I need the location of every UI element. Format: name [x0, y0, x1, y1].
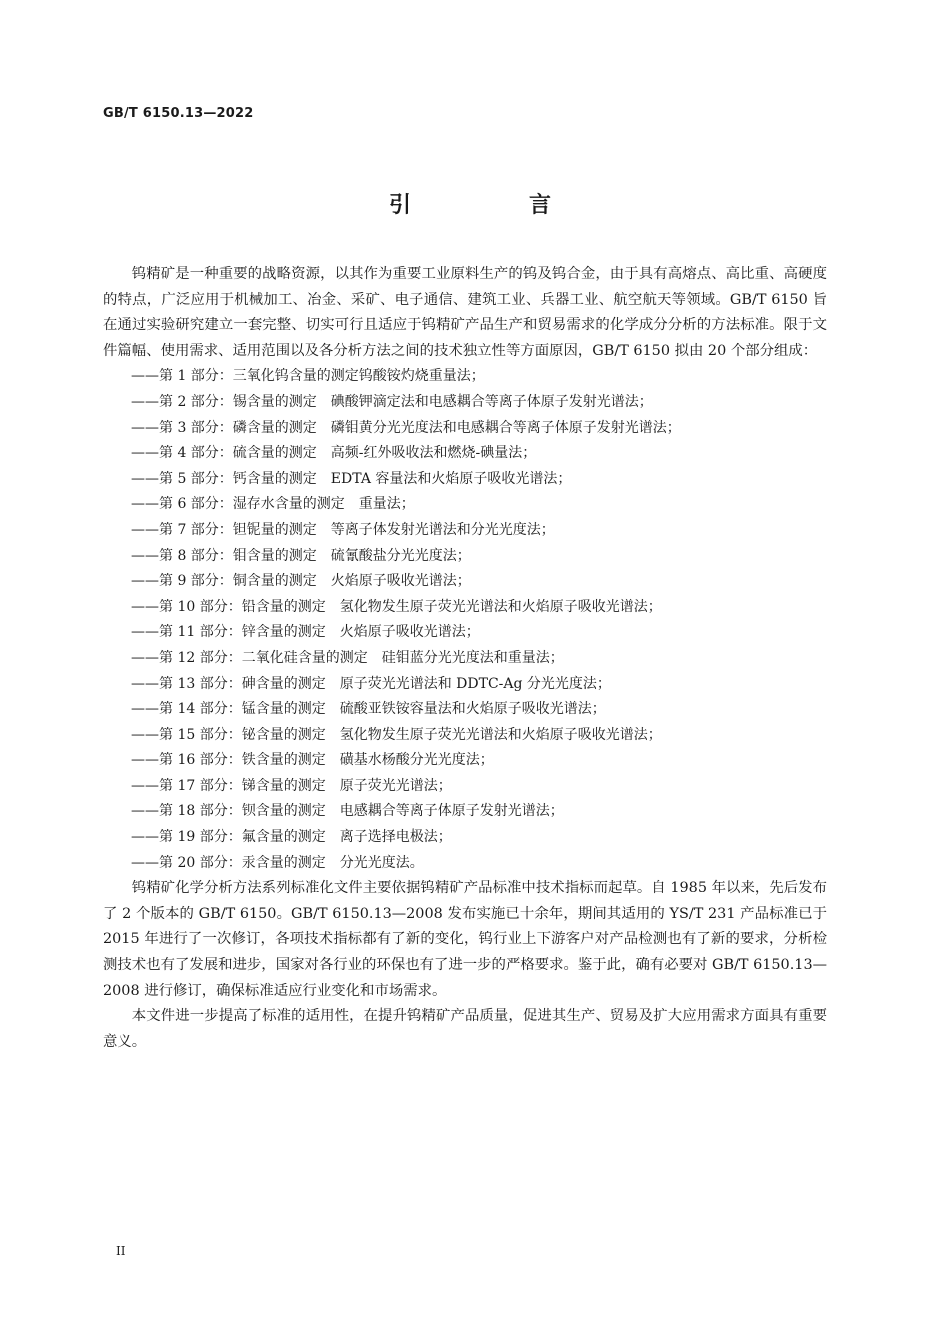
- list-item: ——第 3 部分：磷含量的测定 磷钼黄分光光度法和电感耦合等离子体原子发射光谱法；: [131, 419, 681, 436]
- list-item: ——第 15 部分：铋含量的测定 氢化物发生原子荧光光谱法和火焰原子吸收光谱法；: [131, 726, 662, 743]
- document-body: [103, 262, 827, 1055]
- list-item: ——第 4 部分：硫含量的测定 高频-红外吸收法和燃烧-碘量法；: [131, 445, 537, 462]
- list-item: ——第 2 部分：锡含量的测定 碘酸钾滴定法和电感耦合等离子体原子发射光谱法；: [131, 393, 653, 410]
- list-item: ——第 18 部分：钡含量的测定 电感耦合等离子体原子发射光谱法；: [131, 803, 564, 820]
- list-item: ——第 16 部分：铁含量的测定 磺基水杨酸分光光度法；: [131, 752, 494, 769]
- revision-background-paragraph: 钨精矿化学分析方法系列标准化文件主要依据钨精矿产品标准中技术指标而起草。自 1985 年以来，先后发布了 2 个版本的 GB/T 6150。GB/T 6150.13—2008 发布实施已十余年，期间其适用的 YS/T 231 产品标准已于 2015 年进行了一次修订，各项技术指标都有了新的变化，钨行业上下游客户对产品检测也有了新的要求，分析检测技术也有了发展和进步，国家对各行业的环保也有了进一步的严格要求。鉴于此，确有必要对 GB/T 6150.13—2008 进行修订，确保标准适应行业变化和市场需求。: [103, 880, 827, 999]
- list-item: ——第 11 部分：锌含量的测定 火焰原子吸收光谱法；: [131, 624, 480, 641]
- list-item: ——第 17 部分：锑含量的测定 原子荧光光谱法；: [131, 777, 452, 794]
- list-item: ——第 5 部分：钙含量的测定 EDTA 容量法和火焰原子吸收光谱法；: [131, 470, 572, 487]
- list-item: ——第 19 部分：氟含量的测定 离子选择电极法；: [131, 829, 452, 846]
- parts-list: [103, 364, 827, 876]
- list-item: ——第 10 部分：铅含量的测定 氢化物发生原子荧光光谱法和火焰原子吸收光谱法；: [131, 598, 662, 615]
- list-item: ——第 9 部分：铜含量的测定 火焰原子吸收光谱法；: [131, 573, 471, 590]
- list-item: ——第 6 部分：湿存水含量的测定 重量法；: [131, 496, 415, 513]
- list-item: ——第 14 部分：锰含量的测定 硫酸亚铁铵容量法和火焰原子吸收光谱法；: [131, 701, 606, 718]
- list-item: ——第 12 部分：二氧化硅含量的测定 硅钼蓝分光光度法和重量法；: [131, 649, 564, 666]
- intro-paragraph: 钨精矿是一种重要的战略资源，以其作为重要工业原料生产的钨及钨合金，由于具有高熔点、高比重、高硬度的特点，广泛应用于机械加工、冶金、采矿、电子通信、建筑工业、兵器工业、航空航天等领域。GB/T 6150 旨在通过实验研究建立一套完整、切实可行且适应于钨精矿产品生产和贸易需求的化学成分分析的方法标准。限于文件篇幅、使用需求、适用范围以及各分析方法之间的技术独立性等方面原因，GB/T 6150 拟由 20 个部分组成：: [103, 266, 827, 359]
- list-item: ——第 13 部分：砷含量的测定 原子荧光光谱法和 DDTC-Ag 分光光度法；: [131, 675, 611, 692]
- section-title-text: 引 言: [388, 193, 599, 218]
- list-item: ——第 1 部分：三氧化钨含量的测定钨酸铵灼烧重量法；: [131, 368, 485, 385]
- significance-paragraph: 本文件进一步提高了标准的适用性，在提升钨精矿产品质量，促进其生产、贸易及扩大应用需求方面具有重要意义。: [103, 1008, 827, 1050]
- document-code: GB/T 6150.13—2022: [103, 106, 254, 121]
- section-title: [0, 188, 940, 219]
- list-item: ——第 8 部分：钼含量的测定 硫氰酸盐分光光度法；: [131, 547, 471, 564]
- page-number: II: [116, 1244, 126, 1258]
- list-item: ——第 20 部分：汞含量的测定 分光光度法。: [131, 854, 424, 871]
- list-item: ——第 7 部分：钽铌量的测定 等离子体发射光谱法和分光光度法；: [131, 521, 555, 538]
